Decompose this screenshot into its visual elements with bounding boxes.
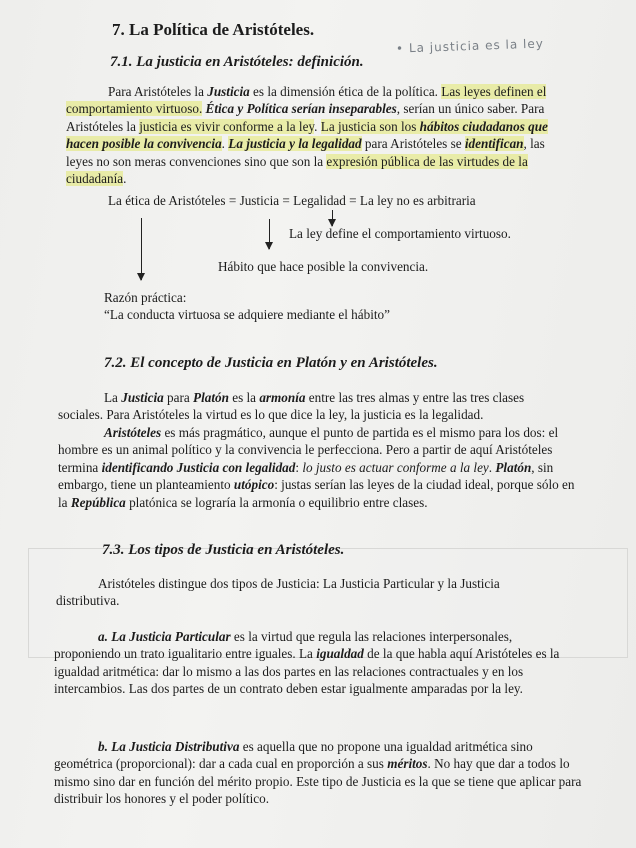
text: , serían un único saber. Para Aristóteles la <box>66 101 545 134</box>
text: es la dimensión ética de la política. <box>249 84 442 99</box>
text: es la virtud que regula las relaciones interpersonales, proponiendo un trato igualitario entre iguales. La <box>54 629 513 662</box>
arrow-down-icon <box>141 218 142 280</box>
diagram-line-1: La ética de Aristóteles = Justicia = Legalidad = La ley no es arbitraria <box>108 193 476 208</box>
italic-text: lo justo es actuar conforme a la ley <box>302 459 489 475</box>
text: . <box>123 171 127 187</box>
highlighted-bold-term: identifican <box>464 136 524 152</box>
bold-term: identificando Justicia con legalidad <box>101 459 296 475</box>
text: platónica se lograría la armonía o equilibrio entre clases. <box>125 494 428 510</box>
diagram-line-5: “La conducta virtuosa se adquiere mediante el hábito” <box>104 307 390 322</box>
highlighted-text: La justicia son los <box>320 118 420 134</box>
text: Para Aristóteles la <box>108 84 208 99</box>
text: es más pragmático, aunque el punto de partida es el mismo para los dos: el hombre es un animal político y la convivencia le perfecciona. Pero a partir de aquí Aristóteles termina <box>58 425 559 475</box>
paragraph-7-1 <box>66 83 564 187</box>
page-title: 7. La Política de Aristóteles. <box>112 20 315 39</box>
bold-term: Platón <box>495 459 532 475</box>
text: . <box>314 118 321 134</box>
text: , las leyes no son meras convenciones sino que son la <box>66 136 545 169</box>
paragraph-7-3-a <box>54 628 574 698</box>
diagram-line-4: Razón práctica: <box>104 290 187 305</box>
diagram-line-2: La ley define el comportamiento virtuoso. <box>289 226 511 241</box>
highlighted-bold-term: hábitos ciudadanos que hacen posible la convivencia <box>66 118 548 152</box>
text: de la que habla aquí Aristóteles es la igualdad aritmética: dar lo mismo a las dos partes en las relaciones contractuales y en los intercambios. Las dos partes de un contrato deben estar igualmente amparadas por la ley. <box>54 646 560 697</box>
paragraph-7-2-a <box>58 389 568 424</box>
text: : <box>295 459 303 475</box>
highlighted-text: Las leyes definen el comportamiento virtuoso. <box>66 84 547 117</box>
arrow-down-icon <box>332 210 333 226</box>
section-heading-7-2: 7.2. El concepto de Justicia en Platón y en Aristóteles. <box>104 355 438 371</box>
diagram-line-3: Hábito que hace posible la convivencia. <box>218 259 429 274</box>
text: . <box>221 136 229 152</box>
section-heading-7-3: 7.3. Los tipos de Justicia en Aristóteles. <box>102 542 345 558</box>
highlighted-bold-term: La justicia y la legalidad <box>228 136 362 152</box>
text: , sin embargo, tiene un planteamiento <box>58 459 554 493</box>
paragraph-7-3-intro: Aristóteles distingue dos tipos de Justicia: La Justicia Particular y la Justicia distributiva. <box>56 576 500 609</box>
text: para Aristóteles se <box>361 136 465 152</box>
text: La <box>104 390 122 405</box>
paragraph-7-2-b <box>58 424 576 511</box>
text: . <box>488 459 496 475</box>
highlighted-text: justicia es vivir conforme a la ley <box>139 118 315 134</box>
bold-term: Platón <box>193 390 229 405</box>
bold-term: b. La Justicia Distributiva <box>98 739 240 754</box>
text: entre las tres almas y entre las tres clases sociales. Para Aristóteles la virtud es lo que dice la ley, la justicia es la legalidad. <box>58 390 525 423</box>
paragraph-7-3-b <box>54 738 582 808</box>
bold-term: República <box>70 494 126 510</box>
arrow-down-icon <box>269 219 270 249</box>
bold-term: Justicia <box>121 390 164 405</box>
bold-term: igualdad <box>316 646 364 662</box>
bold-term: méritos <box>387 756 428 772</box>
text: . No hay que dar a todos lo mismo sino dar en función del mérito propio. Este tipo de Justicia es la que se tiene que aplicar para distribuir los honores y el poder político. <box>54 756 582 807</box>
text: es aquella que no propone una igualdad aritmética sino geométrica (proporcional): dar a cada cual en proporción a sus <box>54 739 533 772</box>
text: es la <box>228 390 260 405</box>
text: : justas serían las leyes de la ciudad ideal, porque sólo en la <box>58 477 575 510</box>
bold-term: Aristóteles <box>104 425 162 440</box>
handwritten-note: • La justicia es la ley <box>395 36 545 56</box>
section-heading-7-1: 7.1. La justicia en Aristóteles: definición. <box>110 54 364 70</box>
highlighted-text: expresión pública de las virtudes de la ciudadanía <box>66 153 528 187</box>
bold-term: armonía <box>259 390 306 405</box>
bold-term: Justicia <box>207 84 250 99</box>
text: para <box>163 390 194 405</box>
bold-term: utópico <box>233 477 275 493</box>
bold-term: Ética y Política serían inseparables <box>205 101 397 117</box>
bold-term: a. La Justicia Particular <box>98 629 231 644</box>
